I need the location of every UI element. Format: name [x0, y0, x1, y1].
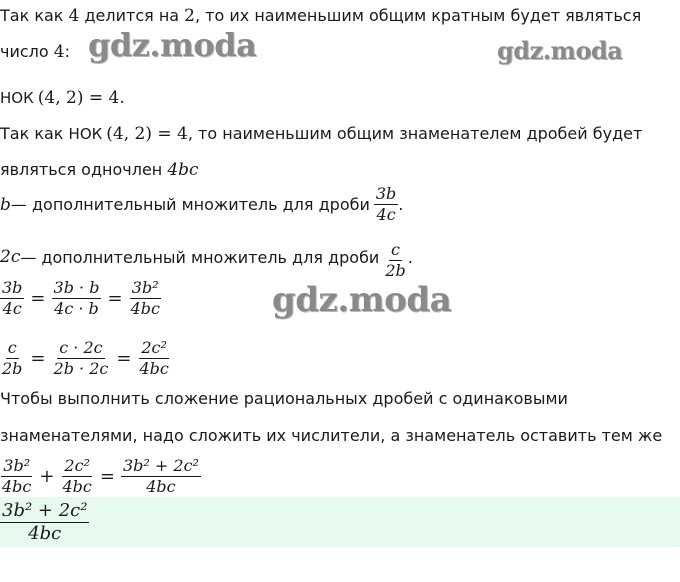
numerator: 2c²	[64, 455, 90, 475]
denominator: 4c	[376, 205, 396, 224]
denominator: 2b	[385, 260, 406, 280]
fraction	[0, 456, 33, 497]
denominator: 2b	[2, 358, 23, 378]
fraction	[129, 278, 162, 319]
answer-highlight	[0, 497, 680, 547]
lcm-label: НОК	[0, 89, 34, 107]
fraction	[121, 456, 201, 497]
numerator: 3b²	[3, 455, 31, 475]
text: .	[398, 195, 404, 214]
fraction	[52, 338, 111, 379]
paragraph-8: Чтобы выполнить сложение рациональных дробей с одинаковыми	[0, 389, 568, 408]
text: — дополнительный множитель для дроби	[10, 195, 370, 214]
denominator: 4bc	[62, 476, 92, 496]
plus-sign: +	[39, 465, 55, 487]
equals-sign: =	[30, 288, 46, 309]
denominator: 4bc	[130, 299, 160, 318]
equals-sign: =	[99, 465, 115, 487]
paragraph-6	[0, 184, 403, 225]
math-expression: (4, 2) = 4.	[37, 88, 125, 108]
paragraph-9: знаменателями, надо сложить их числители, а знаменатель оставить тем же	[0, 426, 663, 445]
equation-2	[0, 335, 171, 381]
fraction	[137, 338, 170, 379]
equation-3	[0, 452, 201, 500]
text: являться одночлен	[0, 160, 168, 179]
equation-1	[0, 278, 162, 319]
watermark: gdz.moda	[497, 36, 623, 65]
fraction	[60, 456, 93, 497]
lcm-equation	[0, 88, 125, 108]
watermark: gdz.moda	[272, 280, 452, 320]
paragraph-2	[0, 42, 70, 62]
math-4: 4	[53, 42, 65, 62]
paragraph-7	[0, 234, 413, 280]
numerator: 3b² + 2c²	[122, 455, 199, 475]
fraction	[0, 338, 24, 379]
denominator: 4bc	[2, 476, 32, 496]
text: Так как	[0, 6, 69, 25]
fraction	[374, 184, 398, 225]
lcm-label: НОК	[68, 125, 103, 143]
text: , то наименьшим общим знаменателем дробей будет	[187, 124, 643, 143]
text: число	[0, 42, 54, 61]
numerator: c	[7, 337, 17, 357]
math-variable: b	[0, 194, 11, 215]
denominator: 4c	[2, 299, 22, 318]
text: — дополнительный множитель для дроби	[20, 247, 380, 267]
paragraph-4	[0, 124, 642, 144]
denominator: 4bc	[146, 476, 176, 496]
fraction	[383, 240, 407, 281]
numerator: 3b²	[131, 278, 159, 297]
denominator: 4bc	[139, 358, 169, 378]
math-expression: (4, 2) = 4	[106, 124, 188, 144]
equals-sign: =	[107, 288, 123, 309]
denominator: 2b · 2c	[53, 358, 109, 378]
math-2: 2	[184, 6, 195, 26]
numerator: 3b	[2, 278, 23, 297]
numerator: 2c²	[141, 337, 167, 357]
fraction	[0, 500, 89, 545]
numerator: 3b · b	[53, 278, 100, 297]
denominator: 4bc	[28, 522, 62, 544]
numerator: c · 2c	[59, 337, 103, 357]
denominator: 4c · b	[54, 299, 99, 318]
text: делится на	[79, 6, 185, 25]
paragraph-5	[0, 160, 199, 180]
paragraph-1	[0, 6, 641, 26]
equals-sign: =	[116, 347, 132, 369]
text: .	[407, 247, 413, 267]
fraction	[0, 278, 24, 319]
numerator: c	[391, 239, 401, 259]
math-4: 4	[68, 6, 80, 26]
numerator: 3b	[375, 184, 397, 203]
numerator: 3b² + 2c²	[2, 499, 88, 521]
watermark: gdz.moda	[88, 26, 257, 64]
text: Так как	[0, 124, 69, 143]
fraction	[52, 278, 102, 319]
text: , то их наименьшим общим кратным будет являться	[195, 6, 642, 25]
math-variable: 2c	[0, 247, 21, 267]
final-answer	[0, 498, 89, 546]
equals-sign: =	[30, 347, 46, 369]
text: :	[64, 42, 70, 61]
math-monomial: 4bc	[167, 160, 199, 180]
